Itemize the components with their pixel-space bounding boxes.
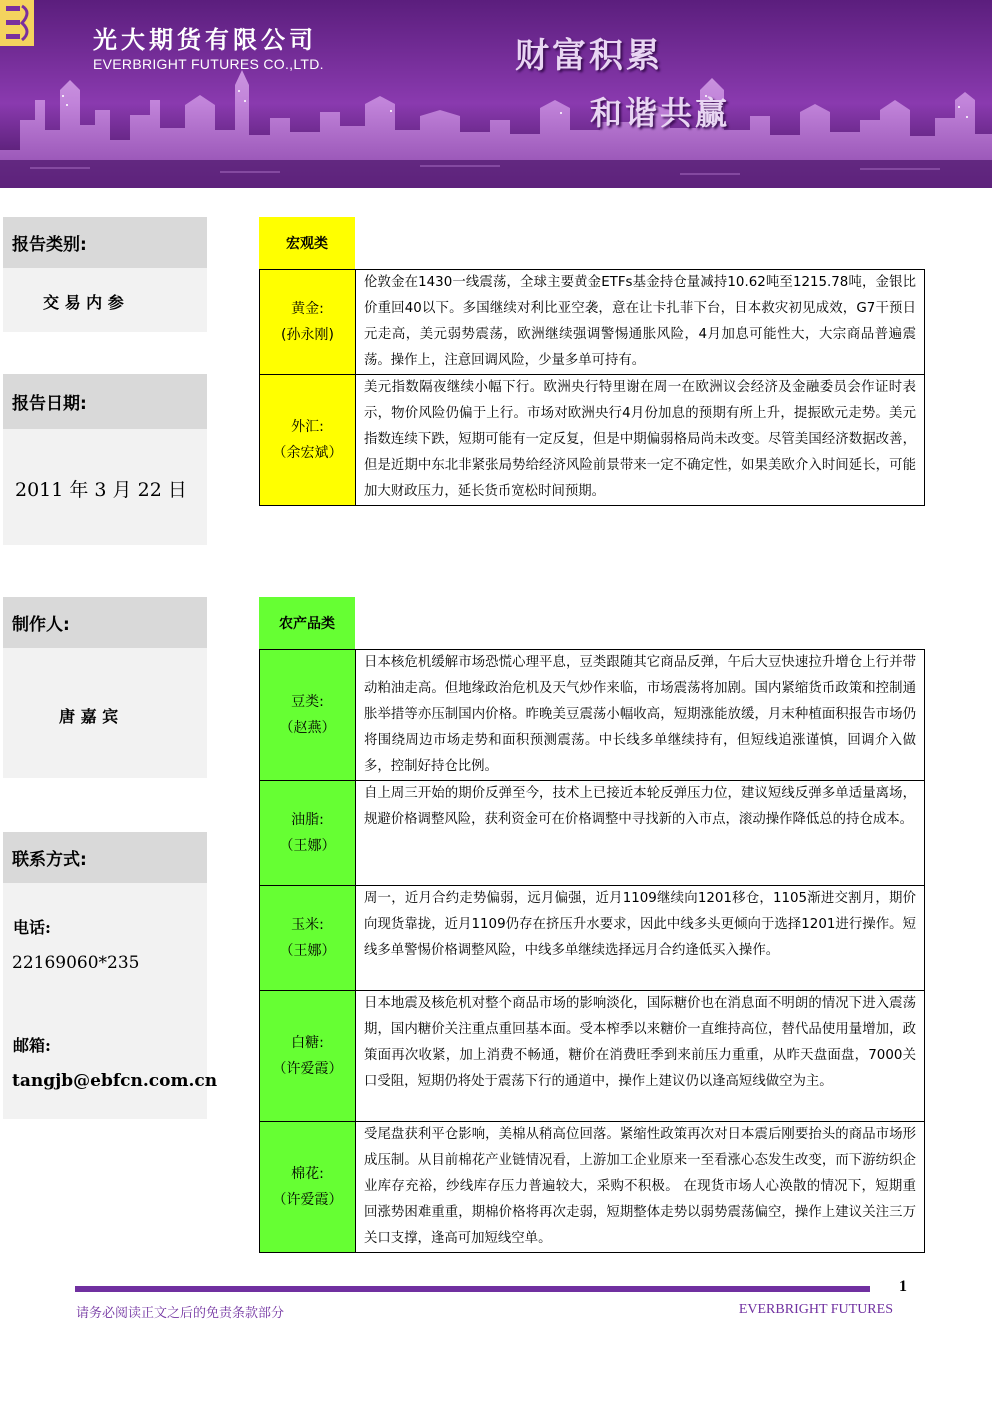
email-value: tangjb@ebfcn.com.cn [12, 1071, 218, 1091]
table-row [260, 991, 925, 1122]
disclaimer-text: 请务必阅读正文之后的免责条款部分 [76, 1306, 285, 1321]
report-type-value: 交 易 内 参 [43, 293, 124, 312]
author-value: 唐 嘉 宾 [59, 707, 119, 726]
table-row [260, 886, 925, 991]
slogan-line-2: 和谐共赢 [590, 94, 731, 132]
analyst-name: （余宏斌） [272, 445, 343, 461]
report-type-box [3, 268, 207, 332]
phone-value: 22169060*235 [12, 953, 140, 973]
category-cell [260, 886, 356, 991]
category-cell [260, 991, 356, 1122]
email-label: 邮箱: [13, 1036, 51, 1055]
footer-divider [75, 1286, 870, 1292]
category-name: 豆类: [291, 694, 324, 710]
phone-label: 电话: [13, 918, 51, 937]
category-name: 外汇: [291, 419, 324, 435]
category-name: 白糖: [291, 1035, 324, 1051]
category-cell [260, 650, 356, 781]
header-banner [0, 0, 992, 188]
author-label: 制作人: [3, 597, 207, 648]
footer-brand: EVERBRIGHT FUTURES [738, 1302, 893, 1317]
slogan-line-1: 财富积累 [515, 36, 663, 76]
commentary-text: 周一，近月合约走势偏弱，远月偏强，近月1109继续向1201移仓，1105渐进交割月，期价向现货靠拢，近月1109仍存在挤压升水要求，因此中线多头更倾向于选择1201进行操作。短线多单警惕价格调整风险，中线多单继续选择远月合约逢低买入操作。 [356, 886, 925, 991]
analyst-name: （许爱霞） [272, 1061, 343, 1077]
report-date-label: 报告日期: [3, 374, 207, 429]
commentary-text: 受尾盘获利平仓影响，美棉从稍高位回落。紧缩性政策再次对日本震后刚要抬头的商品市场形成压制。从目前棉花产业链情况看，上游加工企业原来一至看涨心态发生改变，而下游纺织企业库存充裕，纱线库存压力普遍较大，采购不积极。 在现货市场人心涣散的情况下，短期重回涨势困难重重，期棉价格将再次走弱，短期整体走势以弱势震荡偏空，操作上建议关注三万关口支撑，逢高可加短线空单。 [356, 1122, 925, 1253]
commentary-text: 自上周三开始的期价反弹至今，技术上已接近本轮反弹压力位，建议短线反弹多单适量离场，规避价格调整风险，获利资金可在价格调整中寻找新的入市点，滚动操作降低总的持仓成本。 [356, 781, 925, 886]
analyst-name: (孙永刚) [281, 327, 334, 343]
macro-table [259, 269, 925, 506]
contact-label: 联系方式: [3, 832, 207, 883]
table-row [260, 270, 925, 375]
commentary-text: 日本核危机缓解市场恐慌心理平息，豆类跟随其它商品反弹，午后大豆快速拉升增仓上行并带动粕油走高。但地缘政治危机及天气炒作来临，市场震荡将加剧。国内紧缩货币政策和控制通胀举措等亦压制国内价格。昨晚美豆震荡小幅收高，短期涨能放缓，月末种植面积报告市场仍将围绕周边市场走势和面积预测震荡。中长线多单继续持有，但短线追涨谨慎，回调介入做多，控制好持仓比例。 [356, 650, 925, 781]
everbright-logo-icon [0, 0, 34, 46]
category-cell [260, 1122, 356, 1253]
section-title-agriculture: 农产品类 [259, 597, 355, 649]
category-name: 玉米: [291, 917, 324, 933]
section-title-macro: 宏观类 [259, 217, 355, 269]
company-name-en: EVERBRIGHT FUTURES CO.,LTD. [93, 56, 324, 72]
category-name: 棉花: [291, 1166, 324, 1182]
analyst-name: （许爱霞） [272, 1192, 343, 1208]
category-cell [260, 375, 356, 506]
report-type-label: 报告类别: [3, 217, 207, 268]
report-date-value: 2011 年 3 月 22 日 [15, 479, 187, 501]
table-row [260, 1122, 925, 1253]
category-name: 油脂: [291, 812, 324, 828]
commentary-text: 伦敦金在1430一线震荡，全球主要黄金ETFs基金持仓量减持10.62吨至1215.78吨，金银比价重回40以下。多国继续对利比亚空袭，意在让卡扎菲下台，日本救灾初见成效，G7干预日元走高，美元弱势震荡，欧洲继续强调警惕通胀风险，4月加息可能性大，大宗商品普遍震荡。操作上，注意回调风险，少量多单可持有。 [356, 270, 925, 375]
table-row [260, 781, 925, 886]
table-row [260, 375, 925, 506]
category-name: 黄金: [291, 301, 324, 317]
company-name-cn: 光大期货有限公司 [93, 25, 317, 54]
table-row [260, 650, 925, 781]
category-cell [260, 781, 356, 886]
commentary-text: 美元指数隔夜继续小幅下行。欧洲央行特里谢在周一在欧洲议会经济及金融委员会作证时表示，物价风险仍偏于上行。市场对欧洲央行4月份加息的预期有所上升，提振欧元走势。美元指数连续下跌，短期可能有一定反复，但是中期偏弱格局尚未改变。尽管美国经济数据改善，但是近期中东北非紧张局势给经济风险前景带来一定不确定性，如果美欧介入时间延长，可能加大财政压力，延长货币宽松时间预期。 [356, 375, 925, 506]
report-date-box [3, 429, 207, 545]
category-cell [260, 270, 356, 375]
contact-box [3, 883, 218, 1119]
analyst-name: （赵燕） [279, 720, 336, 736]
analyst-name: （王娜） [279, 943, 336, 959]
page-number: 1 [899, 1278, 907, 1295]
commentary-text: 日本地震及核危机对整个商品市场的影响淡化，国际糖价也在消息面不明朗的情况下进入震荡期，国内糖价关注重点重回基本面。受本榨季以来糖价一直维持高位，替代品使用量增加，政策面再次收紧，加上消费不畅通，糖价在消费旺季到来前压力重重，从昨天盘面盘，7000关口受阻，短期仍将处于震荡下行的通道中，操作上建议仍以逢高短线做空为主。 [356, 991, 925, 1122]
author-box [3, 648, 207, 778]
agriculture-table [259, 649, 925, 1253]
analyst-name: （王娜） [279, 838, 336, 854]
